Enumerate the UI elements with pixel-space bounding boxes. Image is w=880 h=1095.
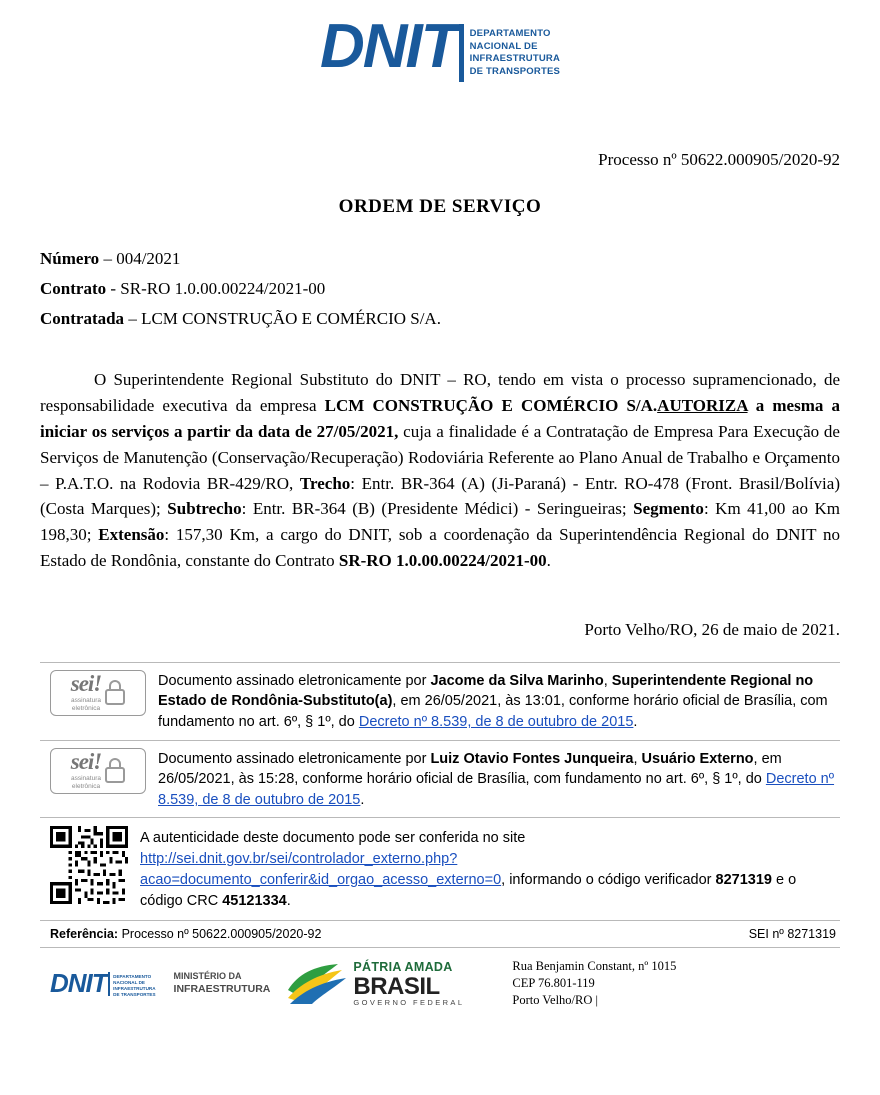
authenticity-text [140, 826, 840, 912]
field-contratada-value: – LCM CONSTRUÇÃO E COMÉRCIO S/A. [124, 308, 441, 328]
sei-signature-icon [50, 748, 146, 794]
lock-icon [105, 680, 125, 706]
field-contrato-label: Contrato [40, 278, 107, 298]
sig2-middle: , em 26/05/2021, às 15:28, conforme horário oficial de Brasília, com fundamento no art. 6º, § 1º, do [158, 750, 782, 788]
field-contratada-label: Contratada [40, 308, 125, 328]
sig1-prefix: Documento assinado eletronicamente por [158, 672, 431, 689]
field-contrato-value: - SR-RO 1.0.00.00224/2021-00 [106, 278, 326, 298]
footer-dnit-logo [50, 967, 156, 998]
sei-wordmark: sei! [70, 671, 102, 697]
body-extensao-value: : 157,30 Km, a cargo do DNIT, sob a coordenação da Superintendência Regional do DNIT no Estado de Rondônia, constante do Contrato [40, 525, 840, 571]
body-part-3: cuja a finalidade é a Contratação de Empresa Para Execução de Serviços de Manutenção (Conservação/Recuperação) Rodoviária Referente ao Plano Anual de Trabalho e Orçamento – P.A.T.O. na Rodovia BR-429/RO, [40, 421, 840, 493]
dnit-wordmark: DNIT [319, 12, 457, 81]
auth-line-3: e o código CRC [140, 872, 797, 910]
field-numero [40, 244, 840, 274]
footer-dnit-subtitle [113, 974, 155, 998]
dnit-sub-line-4: DE TRANSPORTES [469, 65, 561, 77]
sig1-signer-name: Jacome da Silva Marinho [430, 672, 604, 689]
body-subtrecho-value: : Entr. BR-364 (B) (Presidente Médici) - Seringueiras; [241, 499, 634, 519]
footer-dnit-sub-line-1: DEPARTAMENTO [113, 973, 152, 979]
ministry-line-1: MINISTÉRIO DA [173, 971, 242, 982]
sei-caption-line-1: assinatura [71, 697, 101, 705]
page-title: ORDEM DE SERVIÇO [338, 196, 542, 217]
sei-caption-line-2: eletrônica [71, 705, 101, 713]
dnit-sub-line-1: DEPARTAMENTO [469, 28, 551, 39]
body-subtrecho-label: Subtrecho [167, 499, 242, 519]
lock-icon [105, 758, 125, 784]
dnit-header-logo [40, 0, 840, 104]
signature-text-1 [158, 670, 840, 733]
sig2-suffix: . [360, 791, 365, 808]
footer-logos [40, 948, 840, 1009]
gov-line-1: PÁTRIA AMADA [353, 959, 453, 974]
footer-dnit-sub-line-3: INFRAESTRUTURA [113, 985, 156, 991]
footer-dnit-sub-line-4: DE TRANSPORTES [113, 991, 156, 997]
gov-brasil-logo [288, 961, 464, 1007]
gov-brand-text [353, 961, 464, 1007]
sei-caption [71, 697, 101, 713]
address-line-2: CEP 76.801-119 [512, 976, 595, 991]
sei-signature-icon [50, 670, 146, 716]
sig1-sep: , [603, 672, 612, 689]
signature-text-2 [158, 748, 840, 811]
dnit-sub-line-3: INFRAESTRUTURA [469, 53, 561, 65]
sei-caption-line-2: eletrônica [71, 783, 101, 791]
body-part-1: O Superintendente Regional Substituto do DNIT – RO, tendo em vista o processo supramencionado, de responsabilidade executiva da empresa [40, 370, 840, 416]
field-numero-value: – 004/2021 [99, 249, 181, 268]
address-line-1: Rua Benjamin Constant, nº 1015 [512, 959, 677, 974]
qr-code-icon [50, 826, 128, 904]
body-part-2: a mesma a iniciar os serviços a partir da data de 27/05/2021, [40, 396, 841, 441]
auth-line-1: A autenticidade deste documento pode ser conferida no site [140, 830, 526, 847]
place-and-date: Porto Velho/RO, 26 de maio de 2021. [584, 619, 840, 639]
body-trecho-label: Trecho [299, 473, 351, 493]
sig2-prefix: Documento assinado eletronicamente por [158, 750, 431, 767]
signature-block-2 [40, 741, 840, 818]
auth-line-4: . [286, 893, 291, 910]
auth-line-2: , informando o código verificador [501, 872, 716, 889]
body-autoriza: AUTORIZA [657, 396, 748, 416]
document-body-paragraph [40, 367, 840, 574]
body-company-name: LCM CONSTRUÇÃO E COMÉRCIO S/A. [324, 396, 658, 416]
body-trecho-value: : Entr. BR-364 (A) (Ji-Paraná) - Entr. RO-478 (Front. Brasil/Bolívia) (Costa Marques); [40, 473, 840, 519]
footer-dnit-sub-line-2: NACIONAL DE [113, 979, 145, 985]
sei-verification-link-part2[interactable]: acao=documento_conferir&id_orgao_acesso_externo=0 [140, 872, 502, 889]
sei-badge-text [71, 672, 102, 713]
dnit-logo-bar [459, 24, 464, 82]
process-number: Processo nº 50622.000905/2020-92 [598, 150, 840, 169]
ministry-line-2: INFRAESTRUTURA [173, 982, 271, 995]
sig2-signer-role: Usuário Externo [641, 750, 754, 767]
gov-line-2: BRASIL [353, 972, 440, 1000]
field-contrato [40, 274, 840, 304]
footer-address [512, 958, 676, 1009]
auth-crc-code: 45121334 [222, 893, 287, 910]
field-numero-label: Número [40, 249, 100, 268]
body-extensao-label: Extensão [98, 525, 165, 545]
footer-dnit-bar [108, 972, 111, 996]
authenticity-block [40, 818, 840, 920]
sig1-middle: , em 26/05/2021, às 13:01, conforme horário oficial de Brasília, com fundamento no art. 6º, § 1º, do [158, 693, 828, 731]
body-part-end: . [546, 551, 551, 571]
reference-value: Processo nº 50622.000905/2020-92 [118, 927, 322, 942]
body-contract-number: SR-RO 1.0.00.00224/2021-00 [338, 551, 547, 571]
sei-badge-text [71, 750, 102, 791]
sei-caption [71, 775, 101, 791]
sei-wordmark: sei! [70, 748, 102, 774]
sei-verification-link-part1[interactable]: http://sei.dnit.gov.br/sei/controlador_externo.php? [140, 851, 458, 868]
sei-caption-line-1: assinatura [71, 774, 101, 782]
sig1-signer-role: Superintendente Regional no Estado de Rondônia-Substituto(a) [158, 672, 814, 710]
reference-text [50, 927, 321, 941]
sei-document-number: SEI nº 8271319 [748, 927, 836, 942]
address-line-3: Porto Velho/RO | [512, 993, 599, 1008]
auth-verification-code: 8271319 [715, 872, 772, 889]
signature-block-1 [40, 663, 840, 740]
decreto-link-2[interactable]: Decreto nº 8.539, de 8 de outubro de 2015 [158, 771, 835, 808]
dnit-sub-line-2: NACIONAL DE [469, 40, 538, 52]
sig2-signer-name: Luiz Otavio Fontes Junqueira [430, 750, 634, 767]
sig1-suffix: . [633, 714, 638, 731]
footer-dnit-wordmark: DNIT [50, 967, 107, 998]
ministry-label [174, 971, 271, 996]
dnit-logo-subtitle [470, 28, 560, 78]
field-contratada [40, 304, 840, 334]
sig2-sep: , [633, 750, 642, 767]
signature-area [40, 662, 840, 949]
brazil-flag-icon [288, 964, 346, 1004]
reference-label: Referência: [50, 927, 119, 942]
body-segmento-label: Segmento [633, 499, 704, 519]
decreto-link-1[interactable]: Decreto nº 8.539, de 8 de outubro de 2015 [358, 714, 634, 731]
gov-line-3: GOVERNO FEDERAL [353, 997, 465, 1007]
reference-row [40, 921, 840, 947]
dnit-logo-group [319, 12, 561, 82]
document-fields [40, 244, 840, 333]
body-segmento-value: : Km 41,00 ao Km 198,30; [40, 499, 840, 545]
